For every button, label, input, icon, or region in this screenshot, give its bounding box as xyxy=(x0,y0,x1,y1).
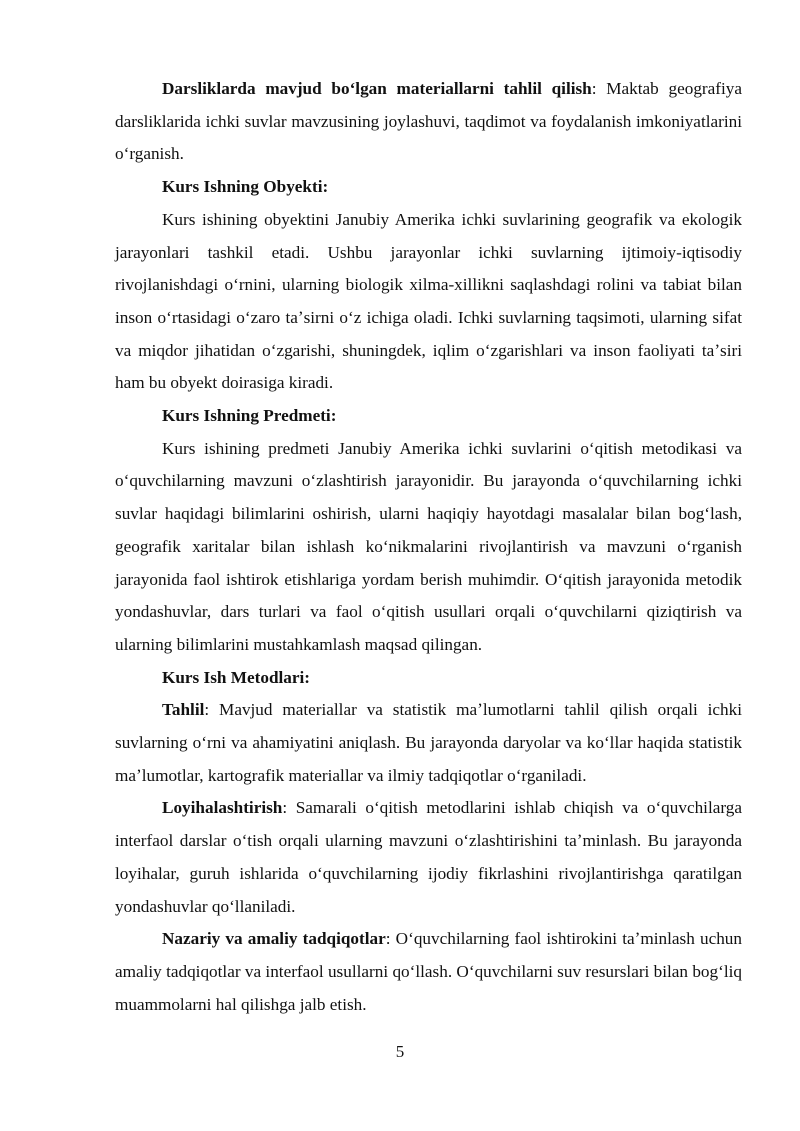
section-heading-metodlari: Kurs Ish Metodlari: xyxy=(162,667,310,687)
method-lead: Nazariy va amaliy tadqiqotlar xyxy=(162,929,386,949)
section-text-obyekti: Kurs ishining obyektini Janubiy Amerika ichki suvlarining geografik va ekologik jarayonlari tashkil etadi. Ushbu jarayonlar ichki suvlarning ijtimoiy-iqtisodiy rivojlanishdagi oʻrnini, ularning biologik xilma-xillikni saqlashdagi rolini va tabiat bilan inson oʻrtasidagi oʻzaro taʼsirni oʻz ichiga oladi. Ichki suvlarning taqsimoti, ularning sifat va miqdor jihatidan oʻzgarishi, shuningdek, iqlim oʻzgarishlari va inson faoliyati taʼsiri ham bu obyekt doirasiga kiradi. xyxy=(115,209,742,393)
method-paragraph-loyihalashtirish xyxy=(115,792,742,923)
paragraph-text: : Maktab geografiya darsliklarida ichki suvlar mavzusining joylashuvi, taqdimot va foydalanish imkoniyatlarini oʻrganish. xyxy=(115,79,742,164)
section-heading-obyekti: Kurs Ishning Obyekti: xyxy=(162,177,329,197)
section-text-predmeti: Kurs ishining predmeti Janubiy Amerika ichki suvlarini oʻqitish metodikasi va oʻquvchilarning mavzuni oʻzlashtirish jarayonidir. Bu jarayonda oʻquvchilarning ichki suvlar haqidagi bilimlarini oshirish, ularni haqiqiy hayotdagi masalalar bilan bogʻlash, geografik xaritalar bilan ishlash koʻnikmalarini rivojlantirish va mavzuni oʻrganish jarayonida faol ishtirok etishlariga yordam berish muhimdir. Oʻqitish jarayonida metodik yondashuvlar, dars turlari va faol oʻqitish usullari orqali oʻquvchilarni qiziqtirish va ularning bilimlarini mustahkamlash maqsad qilingan. xyxy=(115,438,742,654)
method-text: : Oʻquvchilarning faol ishtirokini taʼminlash uchun amaliy tadqiqotlar va interfaol usullarni qoʻllash. Oʻquvchilarni suv resurslari bilan bogʻliq muammolarni hal qilishga jalb etish. xyxy=(115,929,742,1014)
document-page xyxy=(115,73,742,1021)
paragraph-lead: Darsliklarda mavjud boʻlgan materiallarni tahlil qilish xyxy=(162,79,592,98)
page-number: 5 xyxy=(395,1042,405,1061)
intro-paragraph xyxy=(115,73,742,171)
method-text: : Samarali oʻqitish metodlarini ishlab chiqish va oʻquvchilarga interfaol darslar oʻtish orqali ularning mavzuni oʻzlashtirishini taʼminlash. Bu jarayonda loyihalar, guruh ishlarida oʻquvchilarning ijodiy fikrlashini rivojlantirishga qaratilgan yondashuvlar qoʻllaniladi. xyxy=(115,798,742,916)
method-text: : Mavjud materiallar va statistik maʼlumotlarni tahlil qilish orqali ichki suvlarning oʻrni va ahamiyatini aniqlash. Bu jarayonda daryolar va koʻllar haqida statistik maʼlumotlar, kartografik materiallar va ilmiy tadqiqotlar oʻrganiladi. xyxy=(115,700,742,785)
method-paragraph-tahlil xyxy=(115,694,742,792)
method-paragraph-tadqiqotlar xyxy=(115,923,742,1021)
method-lead: Loyihalashtirish xyxy=(162,798,283,818)
method-lead: Tahlil xyxy=(162,700,205,720)
section-heading-predmeti: Kurs Ishning Predmeti: xyxy=(162,406,337,426)
